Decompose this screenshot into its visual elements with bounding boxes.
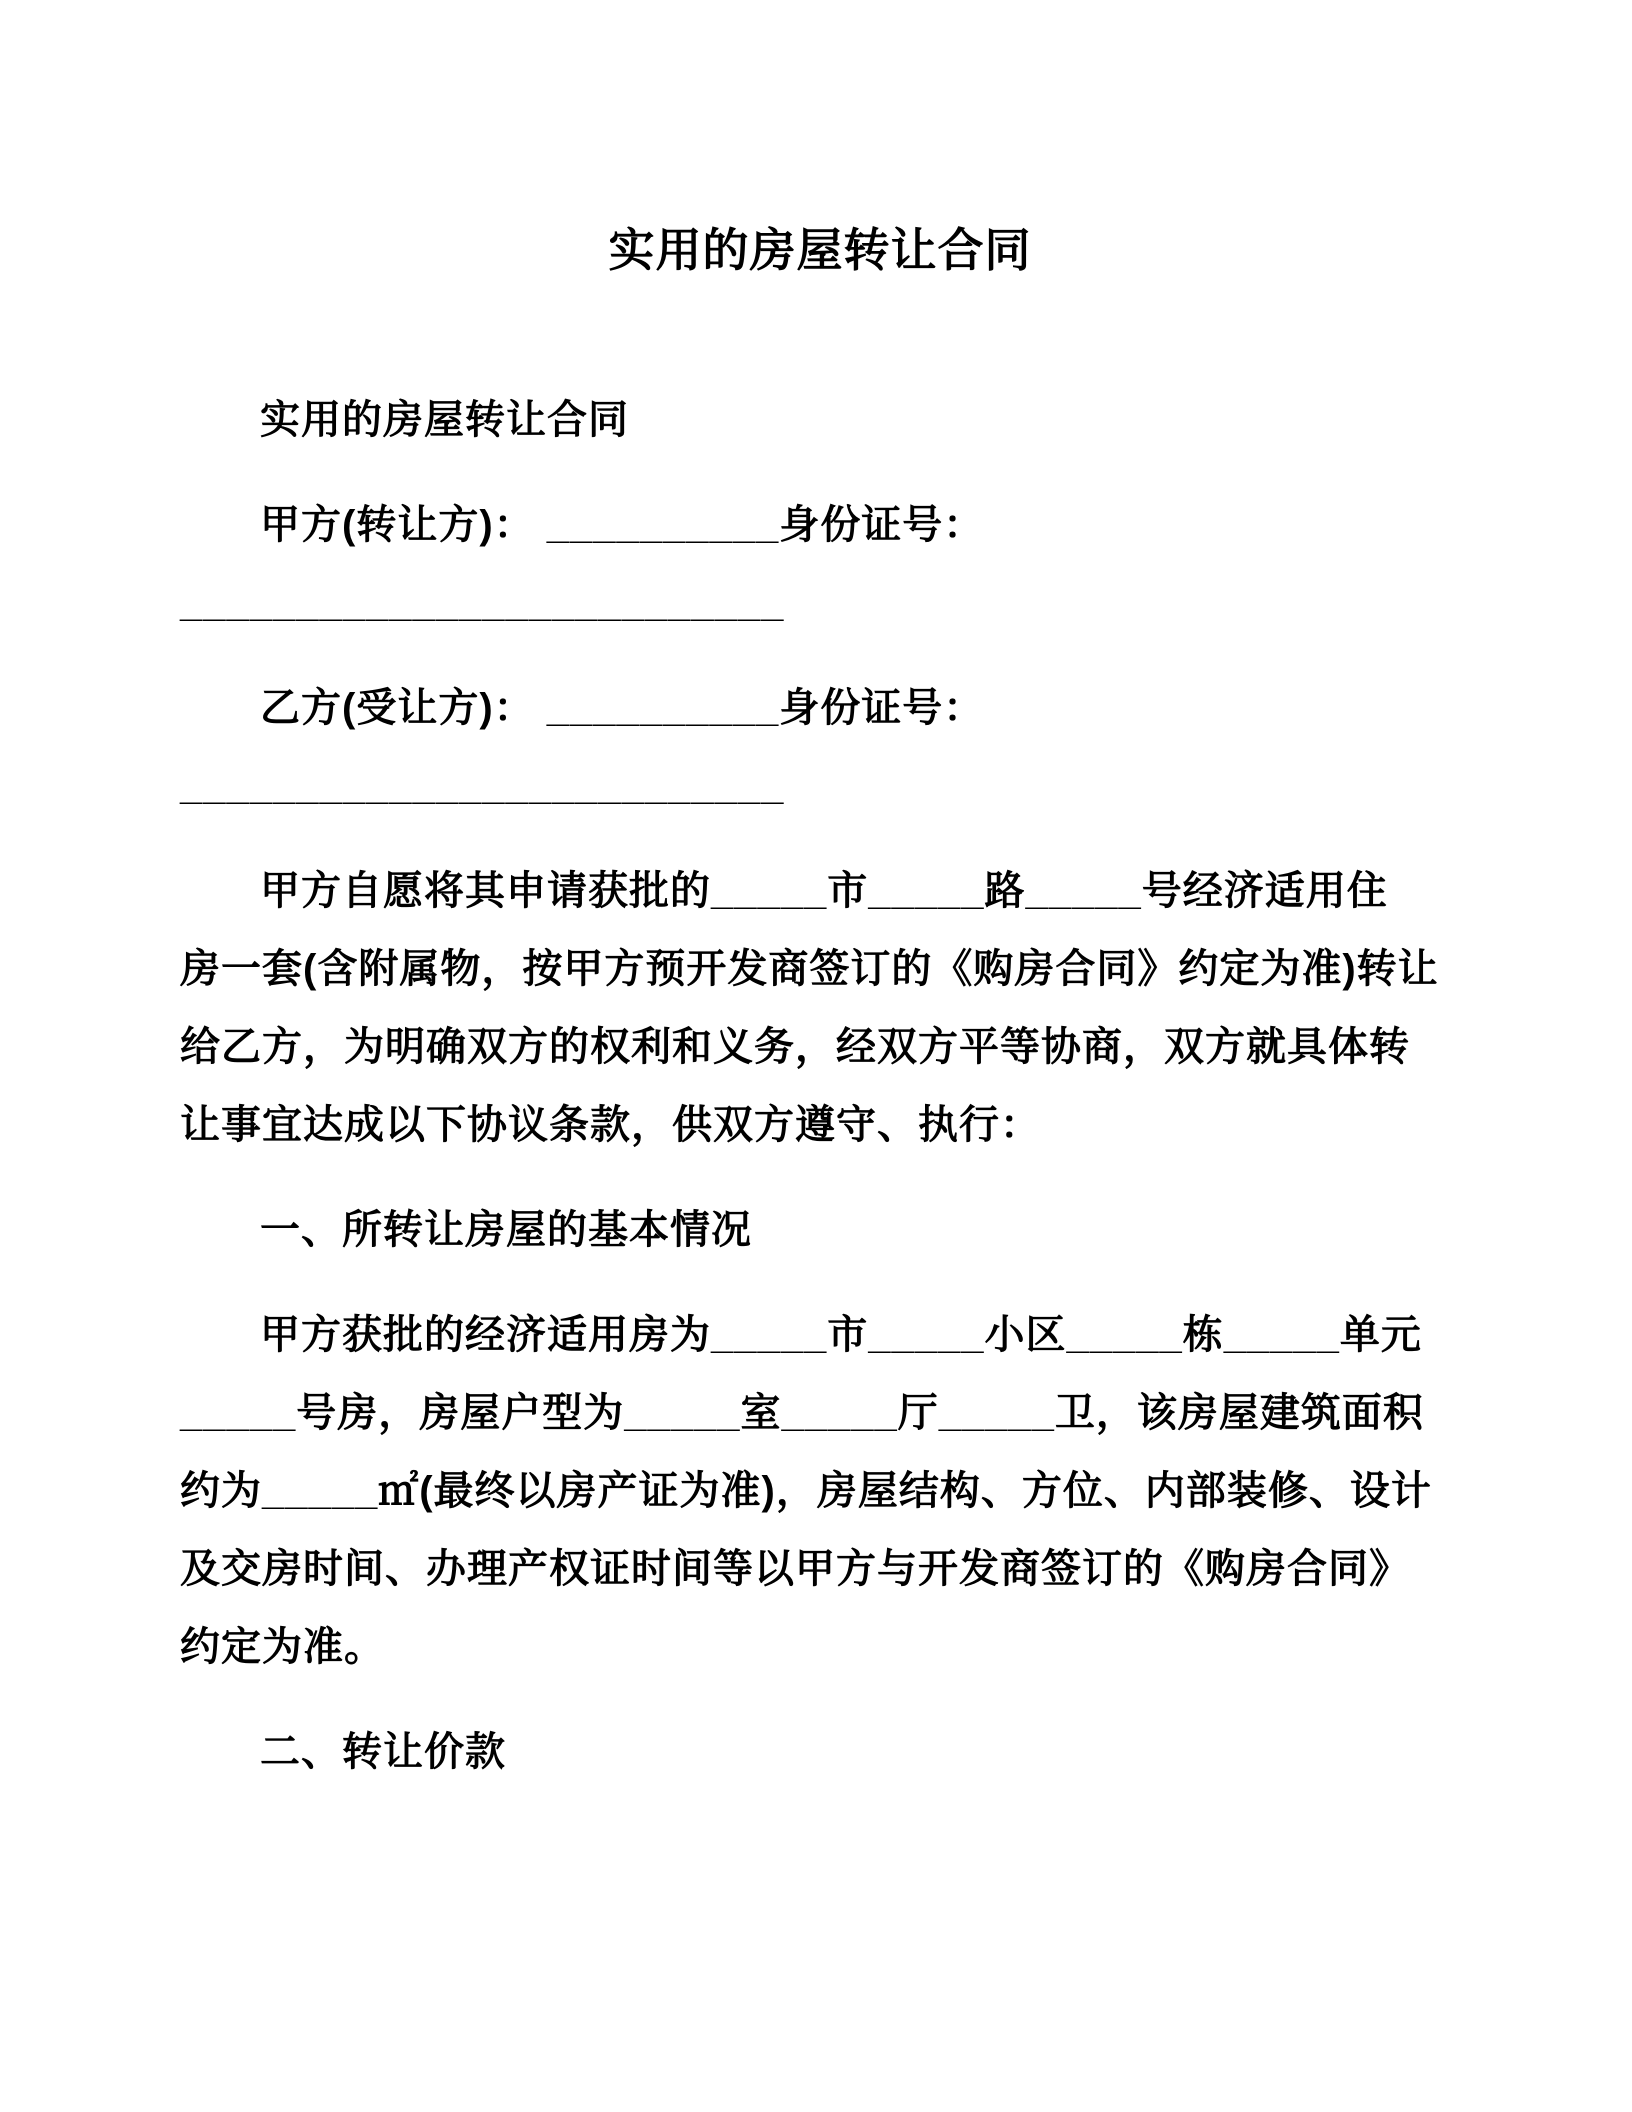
text-line: 甲方(转让方)： __________身份证号：	[260, 503, 985, 547]
document-title: 实用的房屋转让合同	[608, 224, 1032, 276]
paragraph	[180, 1296, 1460, 1686]
text-line: 乙方(受让方)： __________身份证号：	[260, 686, 985, 730]
text-line: 及交房时间、办理产权证时间等以甲方与开发商签订的《购房合同》	[180, 1547, 1410, 1591]
section-heading	[180, 1713, 1460, 1791]
text-line: _____号房，房屋户型为_____室_____厅_____卫，该房屋建筑面积	[180, 1391, 1424, 1435]
text-line: __________________________	[180, 581, 785, 625]
text-line: 二、转让价款	[260, 1730, 506, 1774]
text-line: 让事宜达成以下协议条款，供双方遵守、执行：	[180, 1103, 1041, 1147]
text-line: 实用的房屋转让合同	[260, 398, 629, 442]
text-line: 给乙方，为明确双方的权利和义务，经双方平等协商，双方就具体转	[180, 1025, 1410, 1069]
document-body	[180, 381, 1460, 1791]
paragraph	[180, 486, 1460, 642]
text-line: 房一套(含附属物，按甲方预开发商签订的《购房合同》约定为准)转让	[180, 947, 1439, 991]
text-line: 约为_____㎡(最终以房产证为准)，房屋结构、方位、内部装修、设计	[180, 1469, 1432, 1513]
text-line: __________________________	[180, 764, 785, 808]
text-line: 甲方获批的经济适用房为_____市_____小区_____栋_____单元	[260, 1313, 1422, 1357]
paragraph	[180, 669, 1460, 825]
text-line: 甲方自愿将其申请获批的_____市_____路_____号经济适用住	[260, 869, 1388, 913]
paragraph	[180, 852, 1460, 1164]
section-heading	[180, 1191, 1460, 1269]
paragraph	[180, 381, 1460, 459]
text-line: 一、所转让房屋的基本情况	[260, 1208, 752, 1252]
text-line: 约定为准。	[180, 1625, 385, 1669]
